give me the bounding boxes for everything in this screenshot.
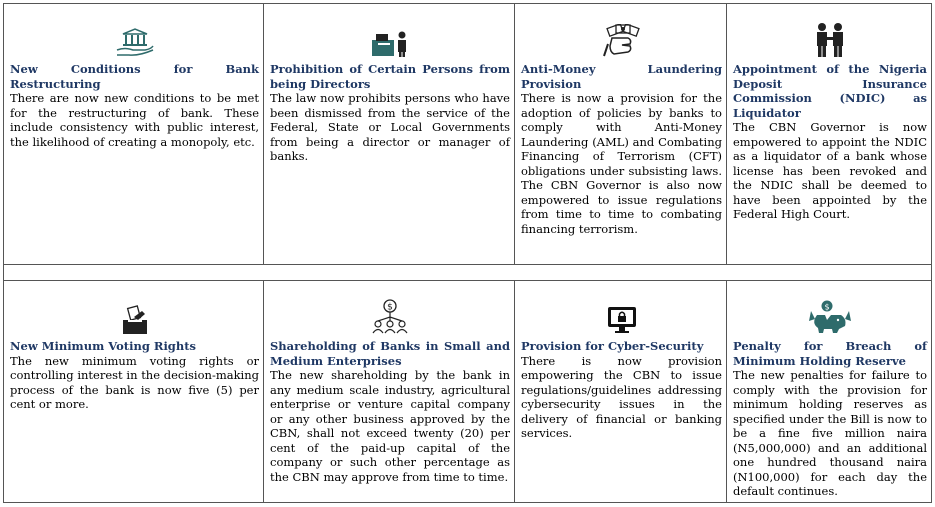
svg-text:$: $ (824, 302, 830, 312)
card-shareholding-sme (264, 281, 515, 502)
card-title: Appointment of the Nigeria Deposit Insurance Commission (NDIC) as Liquidator (733, 62, 927, 120)
card-minimum-holding-reserve (727, 281, 931, 502)
card-body: There is now a provision for the adoption of policies by banks to comply with Anti-Money Laundering (AML) and Combating Financing of Terrorism (CFT) obligations under subsisting laws. The CBN Governor is also now empowered to issue regulations from time to time to combating financing terrorism. (521, 91, 722, 236)
piggy-bank-icon (807, 299, 853, 335)
desk-person-icon (370, 30, 410, 58)
card-title: Prohibition of Certain Persons from being Directors (270, 62, 510, 91)
bank-hand-icon (115, 28, 155, 58)
card-body: The new shareholding by the bank in any medium scale industry, agricultural enterprise or venture capital company or any other business approved by the CBN, shall not exceed twenty (20) per cent of the paid-up capital of the company or such other percentage as the CBN may approve from time to time. (270, 368, 510, 484)
card-bank-restructuring (4, 4, 264, 265)
card-body: The CBN Governor is now empowered to appoint the NDIC as a liquidator of a bank whose license has been revoked and the NDIC shall be deemed to have been appointed by the Federal High Court. (733, 120, 927, 221)
card-anti-money-laundering (515, 4, 727, 265)
card-voting-rights (4, 281, 264, 502)
card-title: Provision for Cyber-Security (521, 339, 704, 353)
card-ndic-liquidator (727, 4, 931, 265)
card-title: Penalty for Breach of Minimum Holding Reserve (733, 339, 927, 368)
monitor-lock-icon (606, 305, 638, 335)
card-body: The law now prohibits persons who have been dismissed from the service of the Federal, State or Local Governments from being a director or manager of banks. (270, 91, 510, 163)
card-prohibition-directors (264, 4, 515, 265)
card-cyber-security (515, 281, 727, 502)
money-hand-icon (602, 24, 642, 58)
handshake-people-icon (813, 22, 847, 58)
card-title: Anti-Money Laundering Provision (521, 62, 722, 91)
card-body: There is now provision empowering the CBN to issue regulations/guidelines addressing cybersecurity issues in the delivery of financial or banking services. (521, 353, 722, 440)
svg-text:$: $ (387, 302, 393, 313)
card-title: Shareholding of Banks in Small and Medium Enterprises (270, 339, 510, 368)
card-title: New Minimum Voting Rights (10, 339, 196, 353)
ballot-box-icon (120, 305, 150, 335)
provisions-table (3, 3, 932, 503)
card-title: New Conditions for Bank Restructuring (10, 62, 259, 91)
card-body: The new penalties for failure to comply with the provision for minimum holding reserves as specified under the Bill is now to be a fine five million naira (N5,000,000) and an additional one hundred thousand naira (N100,000) for each day the default continues. (733, 368, 927, 498)
row-separator (4, 265, 931, 281)
shareholder-network-icon (370, 299, 410, 335)
card-body: The new minimum voting rights or controlling interest in the decision-making process of the bank is now five (5) per cent or more. (10, 353, 259, 411)
card-body: There are now new conditions to be met for the restructuring of bank. These include consistency with public interest, the likelihood of creating a monopoly, etc. (10, 91, 259, 149)
